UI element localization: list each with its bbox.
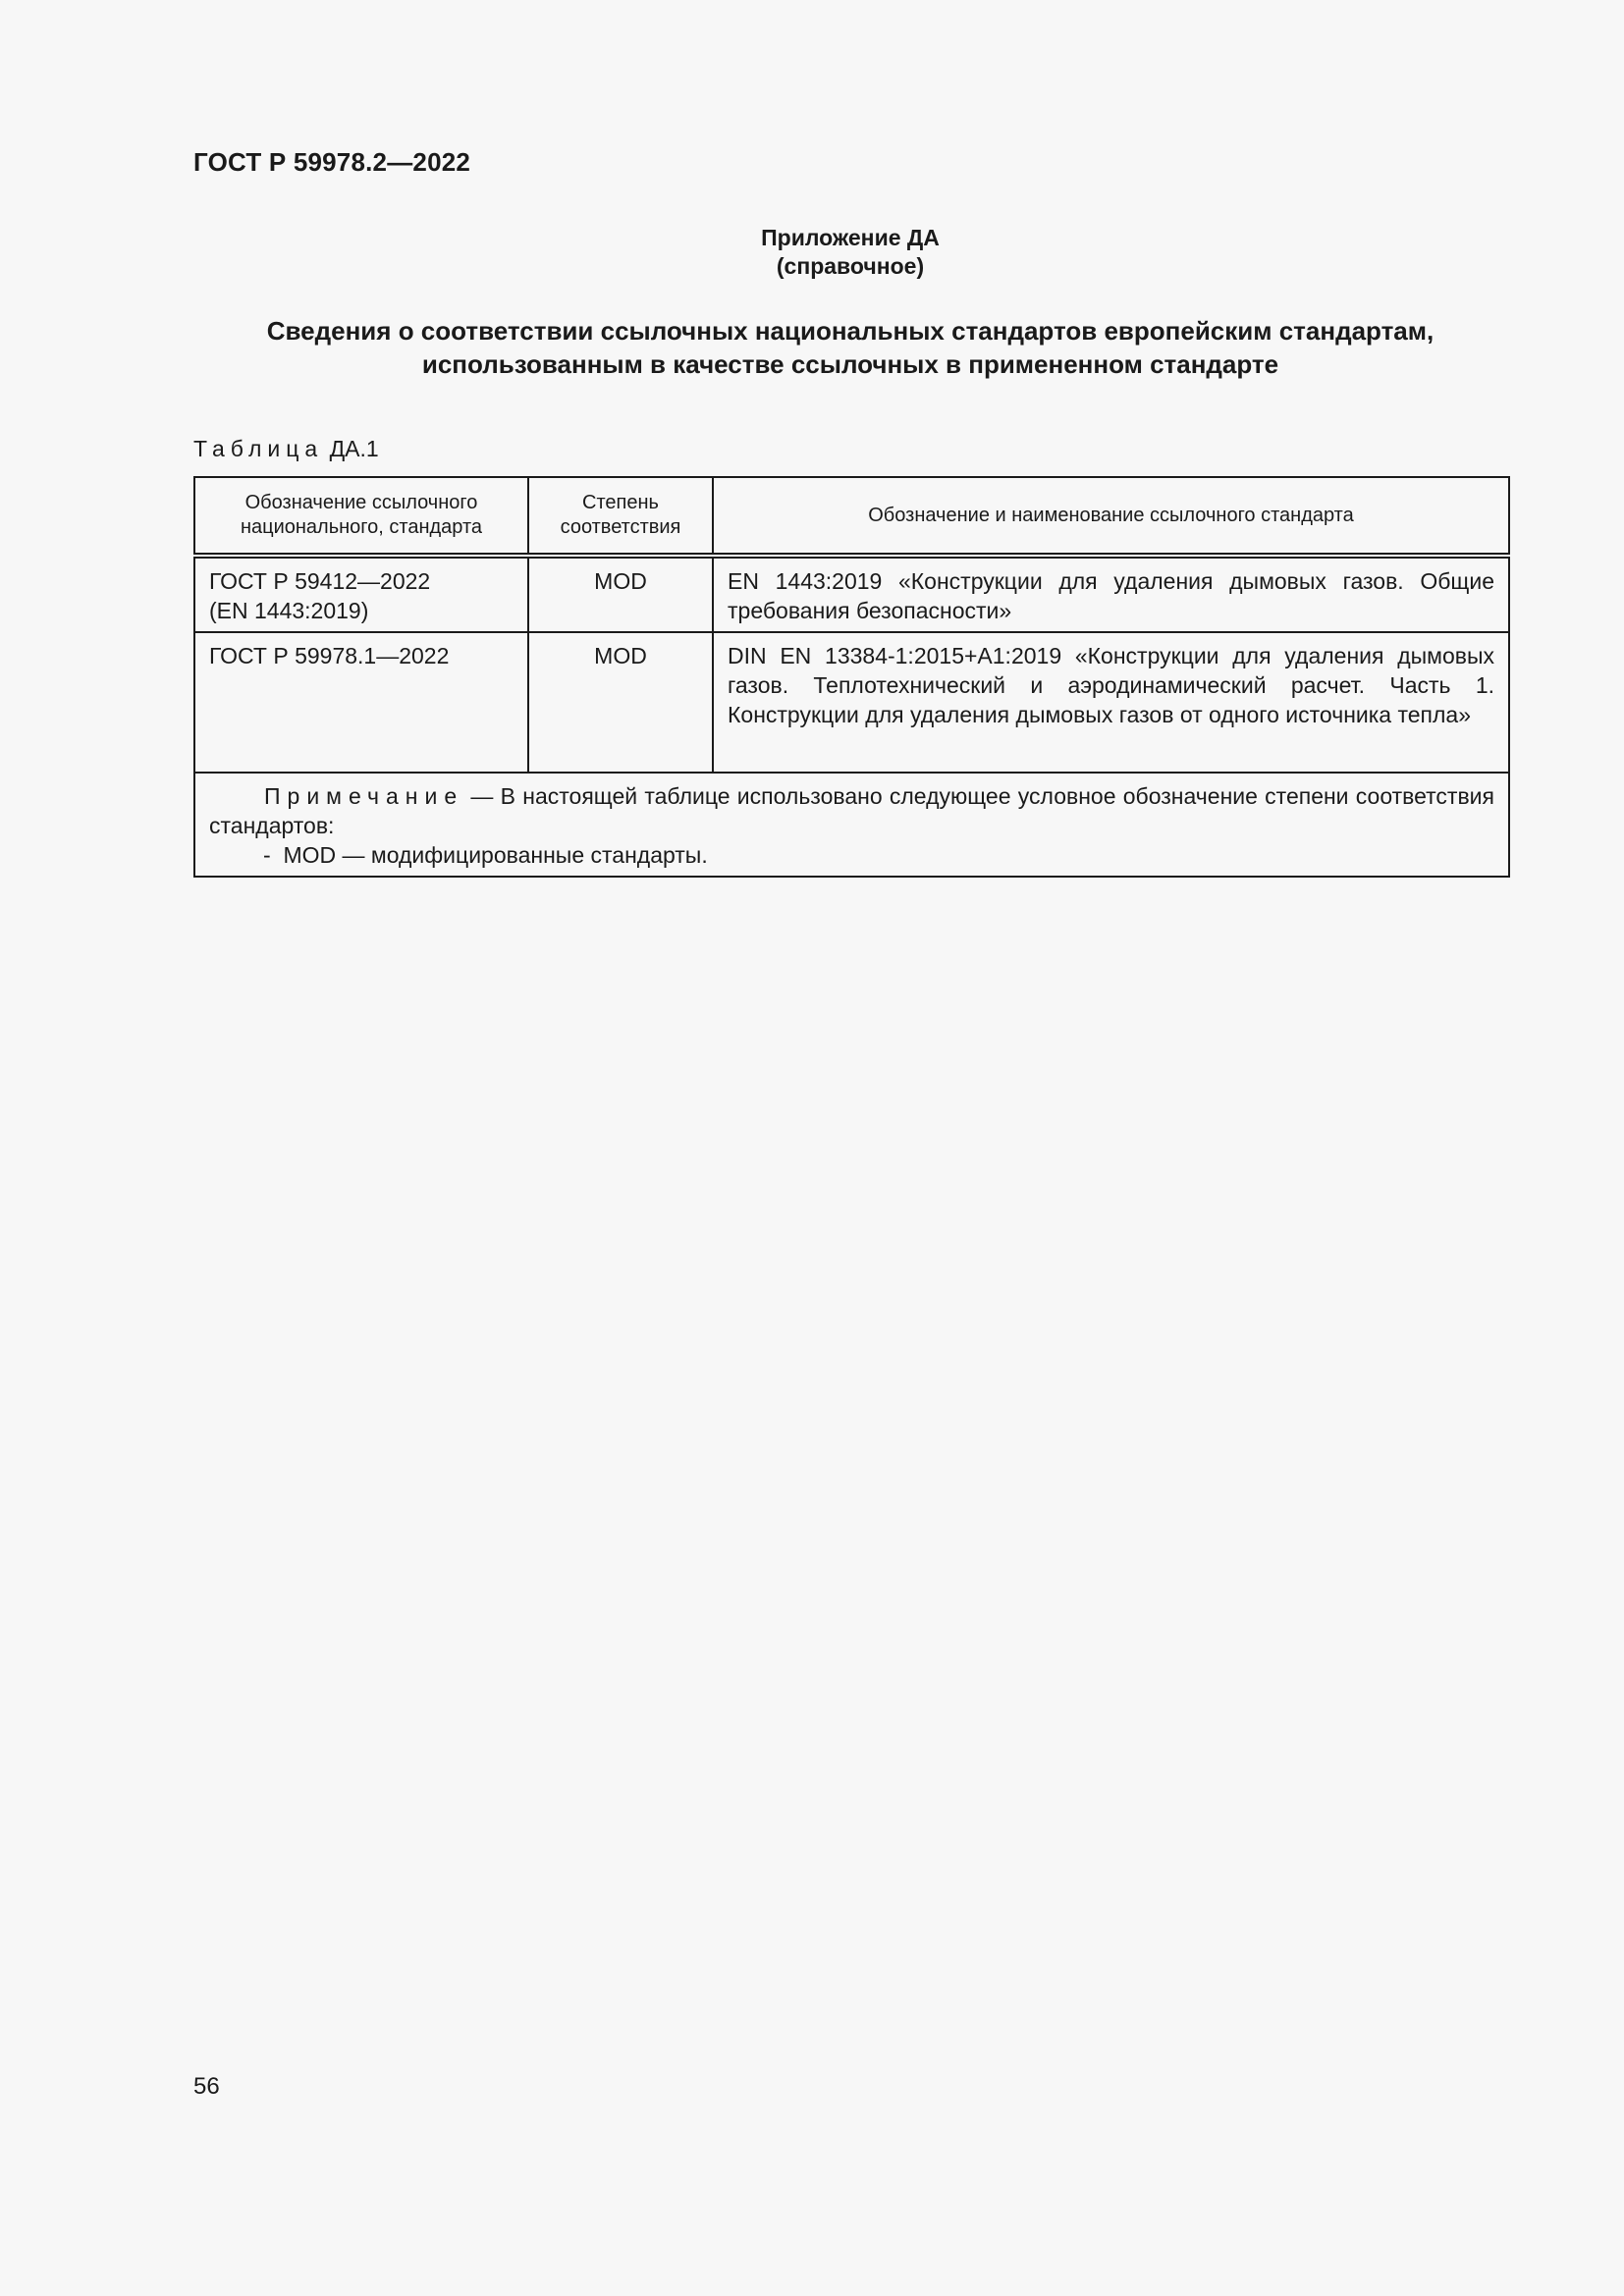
note-item-text: MOD — модифицированные стандарты.	[283, 842, 708, 868]
cell-reference: EN 1443:2019 «Конструкции для удаления дымовых газов. Общие требования безопасности»	[713, 556, 1509, 632]
header-degree	[528, 477, 713, 556]
cell-reference: DIN EN 13384-1:2015+A1:2019 «Конструкции для удаления дымовых газов. Теплотехнический и аэродинамический расчет. Часть 1. Конструкции для удаления дымовых газов от одного источника тепла»	[713, 632, 1509, 773]
table-note-row	[194, 773, 1509, 877]
table-caption-number: ДА.1	[329, 436, 379, 461]
document-code: ГОСТ Р 59978.2—2022	[193, 147, 471, 177]
cell-designation	[194, 632, 528, 773]
table-note	[194, 773, 1509, 877]
table-row	[194, 632, 1509, 773]
table-header-row	[194, 477, 1509, 556]
note-head: Примечание	[264, 783, 464, 809]
designation-line-1: ГОСТ Р 59978.1—2022	[209, 643, 450, 668]
page-number: 56	[193, 2073, 220, 2100]
appendix-type: (справочное)	[776, 253, 925, 279]
title-line-1: Сведения о соответствии ссылочных национальных стандартов европейским стандартам,	[266, 316, 1435, 346]
note-list-item	[209, 840, 1494, 870]
header-designation-line-1: Обозначение ссылочного	[244, 492, 478, 513]
table-caption-word: Таблица	[193, 436, 324, 461]
header-designation	[194, 477, 528, 556]
header-degree-line-1: Степень	[582, 492, 659, 513]
standards-table	[193, 476, 1510, 878]
cell-degree: MOD	[528, 556, 713, 632]
header-degree-line-2: соответствия	[560, 516, 681, 538]
designation-line-2: (EN 1443:2019)	[209, 598, 369, 623]
note-text	[209, 781, 1494, 840]
appendix-title	[193, 314, 1507, 381]
note-body: — В настоящей таблице использовано следующее условное обозначение степени соответствия стандартов:	[209, 783, 1494, 838]
cell-designation	[194, 556, 528, 632]
appendix-heading	[193, 224, 1507, 281]
appendix-name: Приложение ДА	[761, 225, 940, 250]
header-reference: Обозначение и наименование ссылочного стандарта	[713, 477, 1509, 556]
title-line-2: использованным в качестве ссылочных в примененном стандарте	[421, 349, 1279, 379]
cell-degree: MOD	[528, 632, 713, 773]
table-caption	[193, 436, 379, 462]
header-designation-line-2: национального, стандарта	[240, 516, 483, 538]
designation-line-1: ГОСТ Р 59412—2022	[209, 568, 431, 594]
note-item-marker: -	[263, 842, 271, 868]
table-row	[194, 556, 1509, 632]
